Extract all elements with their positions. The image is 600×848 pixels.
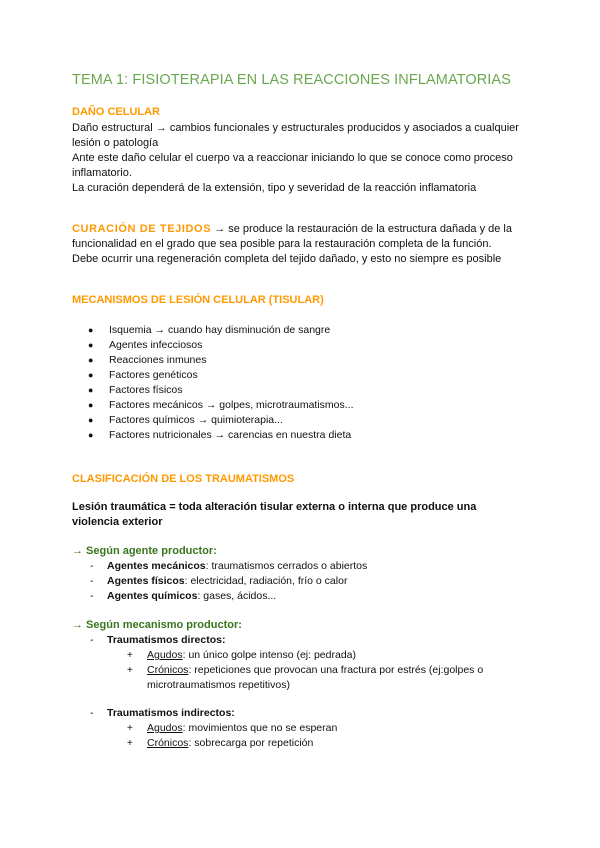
text-line: lesión o patología (72, 137, 159, 149)
list-item: - Agentes químicos : gases, ácidos... (90, 590, 277, 602)
agente-list (90, 559, 367, 604)
text-line (72, 222, 532, 237)
bullet-icon: ● (88, 340, 94, 350)
list-item: + Crónicos : repeticiones que provocan una fractura por estrés (ej:golpes o (127, 664, 484, 676)
text-line: Debe ocurrir una regeneración completa del tejido dañado, y esto no siempre es posible (72, 253, 502, 265)
list-item: + Crónicos : sobrecarga por repetición (127, 737, 314, 749)
text-line: funcionalidad en el grado que sea posible para la restauración completa de la función. (72, 238, 492, 250)
plus-icon: + (127, 650, 133, 661)
list-item: - Traumatismos indirectos: (90, 707, 235, 719)
bullet-icon: ● (88, 355, 94, 365)
bullet-icon: ● (88, 370, 94, 380)
text-line: Lesión traumática = toda alteración tisular externa o interna que produce una (72, 501, 477, 513)
mecanismo-directos (90, 633, 225, 648)
definition-paragraph (72, 500, 532, 530)
list-item: ● Factores químicos → quimioterapia... (88, 414, 283, 426)
curacion-first-line: → se produce la restauración de la estructura dañada y de la (211, 223, 512, 235)
list-item: ● Isquemia → cuando hay disminución de sangre (88, 324, 331, 336)
list-item: - Agentes mecánicos : traumatismos cerrados o abiertos (90, 560, 368, 572)
dash-icon: - (90, 590, 94, 602)
section-heading-curacion: CURACIÓN DE TEJIDOS (72, 223, 212, 235)
plus-icon: + (127, 665, 133, 676)
list-item: + Agudos : movimientos que no se esperan (127, 722, 338, 734)
list-item: - Traumatismos directos: (90, 634, 226, 646)
bullet-icon: ● (88, 385, 94, 395)
dash-icon: - (90, 575, 94, 587)
text-line: violencia exterior (72, 516, 163, 528)
dash-icon: - (90, 707, 94, 719)
list-item: ● Factores nutricionales → carencias en nuestra dieta (88, 429, 352, 441)
text-line: Daño estructural → cambios funcionales y estructurales producidos y asociados a cualquier (72, 122, 519, 134)
bullet-icon: ● (88, 430, 94, 440)
list-item: ● Agentes infecciosos (88, 339, 203, 351)
dash-icon: - (90, 634, 94, 646)
mecanismos-list (88, 323, 354, 443)
text-line: La curación dependerá de la extensión, tipo y severidad de la reacción inflamatoria (72, 182, 477, 194)
bullet-icon: ● (88, 325, 94, 335)
list-item: ● Factores físicos (88, 384, 183, 396)
list-item: ● Factores mecánicos → golpes, microtraumatismos... (88, 399, 354, 411)
indirectos-sublist (127, 721, 337, 751)
dash-icon: - (90, 560, 94, 572)
page-title: TEMA 1: FISIOTERAPIA EN LAS REACCIONES INFLAMATORIAS (72, 72, 511, 88)
list-item: + Agudos : un único golpe intenso (ej: pedrada) (127, 649, 356, 661)
text-line: inflamatorio. (72, 167, 132, 179)
bullet-icon: ● (88, 400, 94, 410)
section-heading-clasificacion: CLASIFICACIÓN DE LOS TRAUMATISMOS (72, 473, 295, 485)
mecanismo-indirectos (90, 706, 235, 721)
list-item: ● Factores genéticos (88, 369, 198, 381)
subheading-mecanismo: → Según mecanismo productor: (72, 619, 242, 631)
plus-icon: + (127, 723, 133, 734)
list-item: - Agentes físicos : electricidad, radiación, frío o calor (90, 575, 348, 587)
section-heading-mecanismos: MECANISMOS DE LESIÓN CELULAR (TISULAR) (72, 294, 324, 306)
list-item: ● Reacciones inmunes (88, 354, 207, 366)
list-item-continuation: microtraumatismos repetitivos) (147, 679, 290, 691)
dano-celular-paragraph (72, 121, 532, 196)
directos-sublist (127, 648, 483, 693)
text-line: Ante este daño celular el cuerpo va a reaccionar iniciando lo que se conoce como proceso (72, 152, 513, 164)
subheading-agente: → Según agente productor: (72, 545, 217, 557)
curacion-paragraph (72, 222, 532, 267)
section-heading-dano-celular: DAÑO CELULAR (72, 106, 160, 118)
plus-icon: + (127, 738, 133, 749)
bullet-icon: ● (88, 415, 94, 425)
